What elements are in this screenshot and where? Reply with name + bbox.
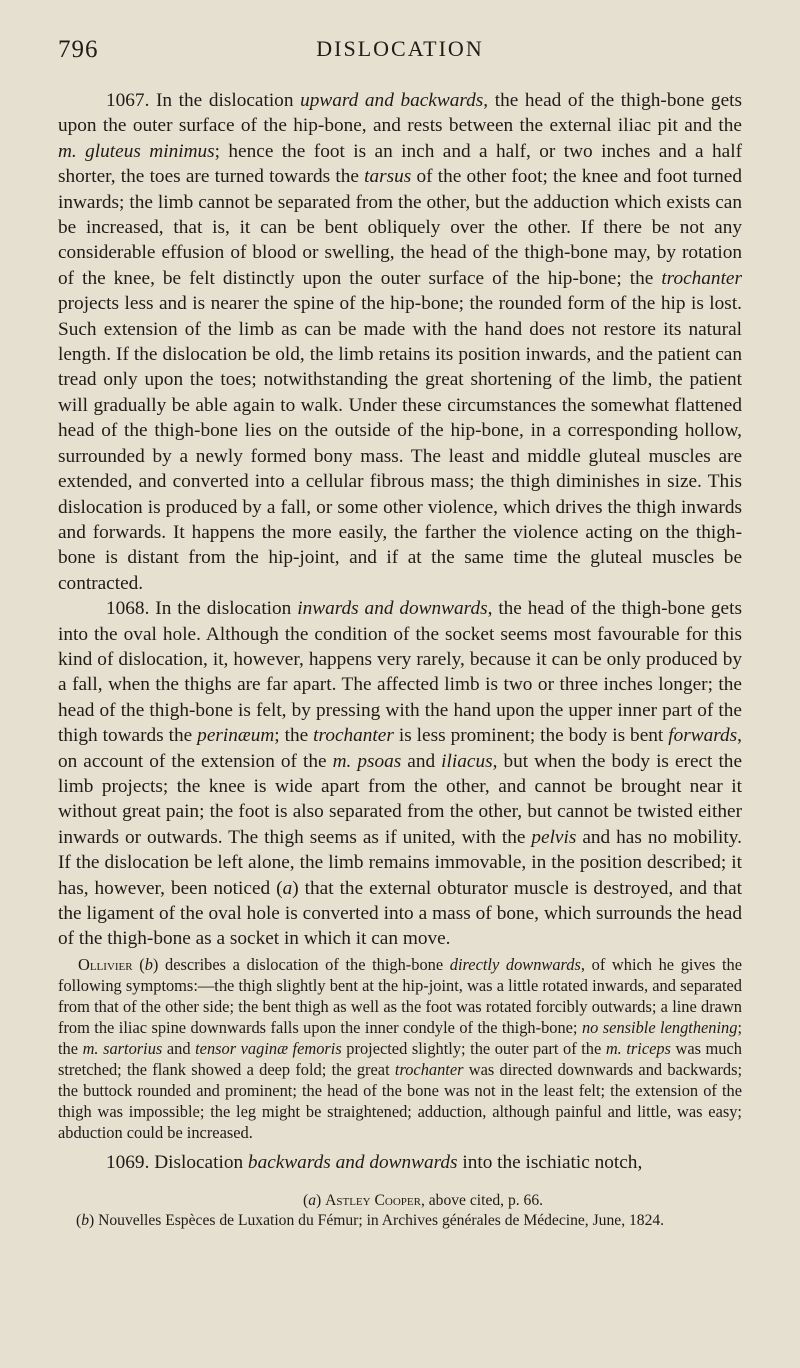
italic-run: backwards and downwards [247,1151,458,1173]
italic-run: tensor vaginæ femoris [195,1038,342,1058]
italic-run: trochanter [661,267,742,289]
italic-run: a [282,877,293,899]
italic-run: pelvis [531,826,577,848]
footnote-b [58,1211,742,1231]
text-run: 1067. In the dislocation [106,90,301,111]
italic-run: iliacus [441,750,493,772]
text-run: , on account of the extension of the [58,725,742,772]
text-run: into the ischiatic notch, [457,1151,643,1173]
italic-run: m. triceps [605,1038,671,1058]
italic-run: m. gluteus minimus [58,140,215,162]
page-number: 796 [58,36,99,63]
italic-run: trochanter [313,725,394,747]
text-run: projects less and is nearer the spine of the hip-bone; the rounded form of the hip is lost. Such extension of the limb as can be made with the hand does not restore its natural length. If the dislocation be old, the limb retains its position inwards, and the patient can tread only upon the toes; notwithstanding the great shortening of the limb, the patient will gradually be able again to walk. Under these circumstances the somewhat flattened head of the thigh-bone lies on the outside of the hip-bone, in a corresponding hollow, surrounded by a newly formed bony mass. The least and middle gluteal muscles are extended, and converted into a cellular fibrous mass; the thigh diminishes in size. This dislocation is produced by a fall, or some other violence, which drives the thigh inwards and forwards. It happens the more easily, the farther the violence acting on the thigh-bone is distant from the hip-joint, and if at the same time the gluteal muscles be contracted. [58,293,742,594]
paragraph-1067 [58,88,742,596]
text-run: and [401,750,442,772]
paragraph-1068 [58,596,742,952]
footnote-marker: a [308,1192,316,1210]
text-run: , but when the body is erect the limb projects; the knee is wide apart from the other, and cannot be brought near it without great pain; the foot is also separated from the other, but cannot be twisted either inwards or outwards. The thigh seems as if united, with the [58,750,742,848]
text-run: ( [76,1212,82,1230]
italic-run: inwards and downwards [297,598,488,620]
text-run: and has no mobility. If the dislocation be left alone, the limb remains immovable, in the position described; it has, however, been noticed ( [58,826,742,899]
text-run: 1069. Dislocation [106,1151,248,1173]
text-run: ; the [58,1017,742,1058]
running-title: DISLOCATION [316,36,484,61]
text-run: ) Nouvelles Espèces de Luxation du Fémur; in Archives générales de Médecine, June, 1824. [89,1212,665,1230]
italic-run: trochanter [394,1059,464,1079]
text-run: was directed downwards and backwards; the buttock rounded and prominent; the head of the bone was not in the least felt; the extension of the thigh was impossible; the leg might be straightened; adduction, although painful and little, was easy; abduction could be increased. [58,1059,743,1142]
italic-run: directly downwards [449,954,581,974]
text-run: , the head of the thigh-bone gets into the oval hole. Although the condition of the socket seems most favourable for this kind of dislocation, it, however, happens very rarely, because it can be only produced by a fall, when the thighs are far apart. The affected limb is two or three inches longer; the head of the thigh-bone is felt, by pressing with the hand upon the upper inner part of the thigh towards the [58,598,742,747]
text-run: was much stretched; the flank showed a deep fold; the great [58,1038,742,1079]
paragraph-1069 [58,1150,742,1175]
italic-run: m. psoas [332,750,402,772]
text-run: projected slightly; the outer part of the [341,1038,606,1058]
text-run: , above cited, p. 66. [420,1192,544,1210]
italic-run: forwards [668,725,738,747]
text-run: and [162,1038,196,1058]
text-run: ) [316,1192,326,1210]
text-run: 1068. In the dislocation [106,598,298,620]
italic-run: tarsus [364,166,412,188]
italic-run: upward and backwards [300,90,484,111]
footnote-marker: b [81,1212,89,1230]
text-run: ) that the external obturator muscle is destroyed, and that the ligament of the oval hole is converted into a mass of bone, which surrounds the head of the thigh-bone as a socket in which it can move. [58,877,742,950]
author-name: Astley Cooper [325,1192,421,1210]
italic-run: b [144,954,153,974]
body-text [58,88,742,1175]
text-run: ( [132,954,145,974]
italic-run: perinæum [197,725,275,747]
page-header [58,36,742,88]
paragraph-ollivier [58,954,742,1143]
text-run: ) describes a dislocation of the thigh-bone [152,954,450,974]
italic-run: m. sartorius [82,1038,163,1058]
text-run: is less prominent; the body is bent [393,725,669,747]
text-run: ; the [274,725,314,747]
text-run: ( [303,1192,309,1210]
text-run: , of which he gives the following symptoms:—the thigh slightly bent at the hip-joint, was a little rotated inwards, and separated from that of the other side; the bent thigh as well as the foot was rotated forcibly outwards; a line drawn from the iliac spine downwards falls upon the inner condyle of the thigh-bone; [58,954,742,1037]
author-name: Ollivier [78,954,133,974]
text-run: of the other foot; the knee and foot turned inwards; the limb cannot be separated from the other, but the adduction which exists can be increased, that is, it can be bent obliquely over the other. If there be not any considerable effusion of blood or swelling, the head of the thigh-bone may, by rotation of the knee, be felt distinctly upon the outer surface of the hip-bone; the [58,166,742,289]
footnote-a [58,1191,742,1211]
footnotes [58,1191,742,1231]
text-run: , the head of the thigh-bone gets upon the outer surface of the hip-bone, and rests between the external iliac pit and the [58,90,742,137]
text-run: ; hence the foot is an inch and a half, or two inches and a half shorter, the toes are turned towards the [58,140,742,188]
italic-run: no sensible lengthening [581,1017,738,1037]
